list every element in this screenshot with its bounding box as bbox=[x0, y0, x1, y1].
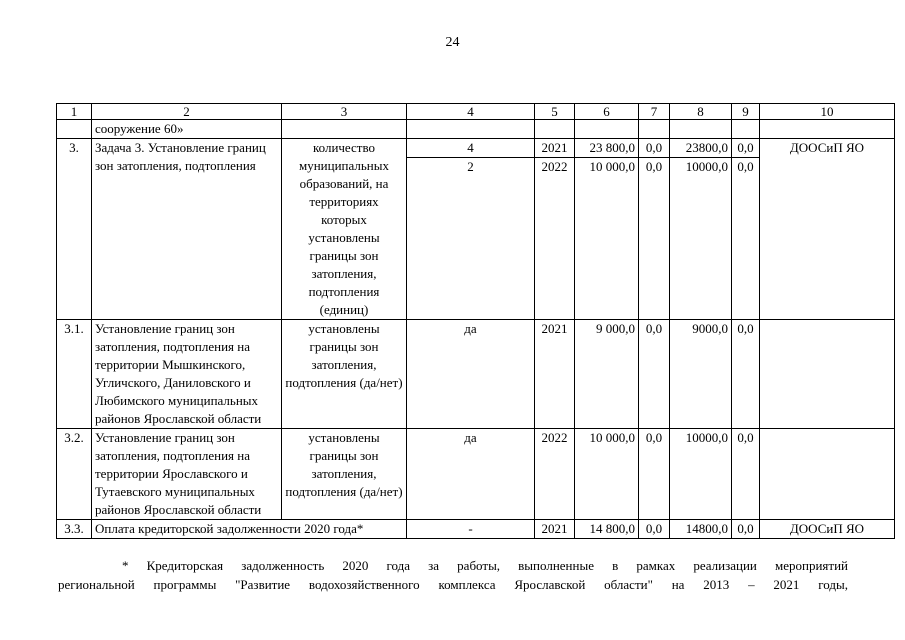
table-row bbox=[57, 520, 895, 539]
row-indicator: установлены границы зон затопления, подтопления (да/нет) bbox=[282, 429, 407, 520]
executor-cell: ДООСиП ЯО bbox=[760, 139, 895, 320]
table-row bbox=[57, 139, 895, 320]
column-header: 8 bbox=[670, 104, 732, 120]
federal-cell: 0,0 bbox=[639, 139, 669, 158]
year-cell: 2021 bbox=[535, 320, 575, 429]
indicator-value: - bbox=[407, 520, 535, 539]
page-number: 24 bbox=[445, 35, 460, 50]
regional-cell: 23800,0 bbox=[670, 139, 731, 158]
year-cell: 2022 bbox=[535, 429, 575, 520]
other-cell: 0,0 bbox=[732, 429, 760, 520]
indicator-value: да bbox=[407, 429, 535, 520]
row-number: 3.1. bbox=[57, 320, 92, 429]
indicator-value: да bbox=[407, 320, 535, 429]
row-indicator: установлены границы зон затопления, подтопления (да/нет) bbox=[282, 320, 407, 429]
row-name: Оплата кредиторской задолженности 2020 года* bbox=[92, 520, 407, 539]
footnote-line-2: региональной программы "Развитие водохозяйственного комплекса Ярославской области" на 2013 – 2021 годы, bbox=[58, 577, 848, 592]
footnote bbox=[58, 556, 848, 594]
column-header: 5 bbox=[535, 104, 575, 120]
table-row bbox=[57, 429, 895, 520]
other-cell: 0,0 bbox=[737, 159, 754, 174]
row-name: Задача 3. Установление границ зон затопления, подтопления bbox=[92, 139, 282, 320]
federal-cell: 0,0 bbox=[639, 320, 670, 429]
indicator-value: 2 bbox=[467, 159, 474, 174]
column-header: 1 bbox=[57, 104, 92, 120]
continuation-row bbox=[57, 120, 895, 139]
total-cell: 23 800,0 bbox=[575, 139, 638, 158]
column-header: 9 bbox=[732, 104, 760, 120]
regional-cell: 10000,0 bbox=[670, 429, 732, 520]
footnote-line-1: * Кредиторская задолженность 2020 года за работы, выполненные в рамках реализации мероприятий bbox=[122, 558, 848, 573]
row-number: 3.3. bbox=[57, 520, 92, 539]
year-cell: 2021 bbox=[535, 139, 574, 158]
other-cell: 0,0 bbox=[732, 139, 759, 158]
executor-cell: ДООСиП ЯО bbox=[760, 520, 895, 539]
column-header: 4 bbox=[407, 104, 535, 120]
regional-cell: 10000,0 bbox=[685, 159, 728, 174]
row-indicator: количество муниципальных образований, на территориях которых установлены границы зон затопления, подтопления (единиц) bbox=[282, 139, 407, 320]
program-table bbox=[56, 103, 895, 539]
total-cell: 10 000,0 bbox=[589, 159, 635, 174]
total-cell: 14 800,0 bbox=[575, 520, 639, 539]
column-header: 7 bbox=[639, 104, 670, 120]
regional-cell: 14800,0 bbox=[670, 520, 732, 539]
column-header: 2 bbox=[92, 104, 282, 120]
row-name: Установление границ зон затопления, подтопления на территории Ярославского и Тутаевского муниципальных районов Ярославской области bbox=[92, 429, 282, 520]
federal-cell: 0,0 bbox=[639, 429, 670, 520]
continuation-text: сооружение 60» bbox=[92, 120, 282, 139]
indicator-value: 4 bbox=[407, 139, 534, 158]
row-number: 3. bbox=[57, 139, 92, 320]
row-name: Установление границ зон затопления, подтопления на территории Мышкинского, Угличского, Даниловского и Любимского муниципальных районов Ярославской области bbox=[92, 320, 282, 429]
column-header: 3 bbox=[282, 104, 407, 120]
total-cell: 9 000,0 bbox=[575, 320, 639, 429]
year-cell: 2021 bbox=[535, 520, 575, 539]
year-cell: 2022 bbox=[541, 159, 568, 174]
executor-cell bbox=[760, 320, 895, 429]
federal-cell: 0,0 bbox=[645, 159, 663, 174]
row-number: 3.2. bbox=[57, 429, 92, 520]
other-cell: 0,0 bbox=[732, 320, 760, 429]
header-row bbox=[57, 104, 895, 120]
column-header: 6 bbox=[575, 104, 639, 120]
table-row bbox=[57, 320, 895, 429]
federal-cell: 0,0 bbox=[639, 520, 670, 539]
column-header: 10 bbox=[760, 104, 895, 120]
regional-cell: 9000,0 bbox=[670, 320, 732, 429]
total-cell: 10 000,0 bbox=[575, 429, 639, 520]
other-cell: 0,0 bbox=[732, 520, 760, 539]
executor-cell bbox=[760, 429, 895, 520]
